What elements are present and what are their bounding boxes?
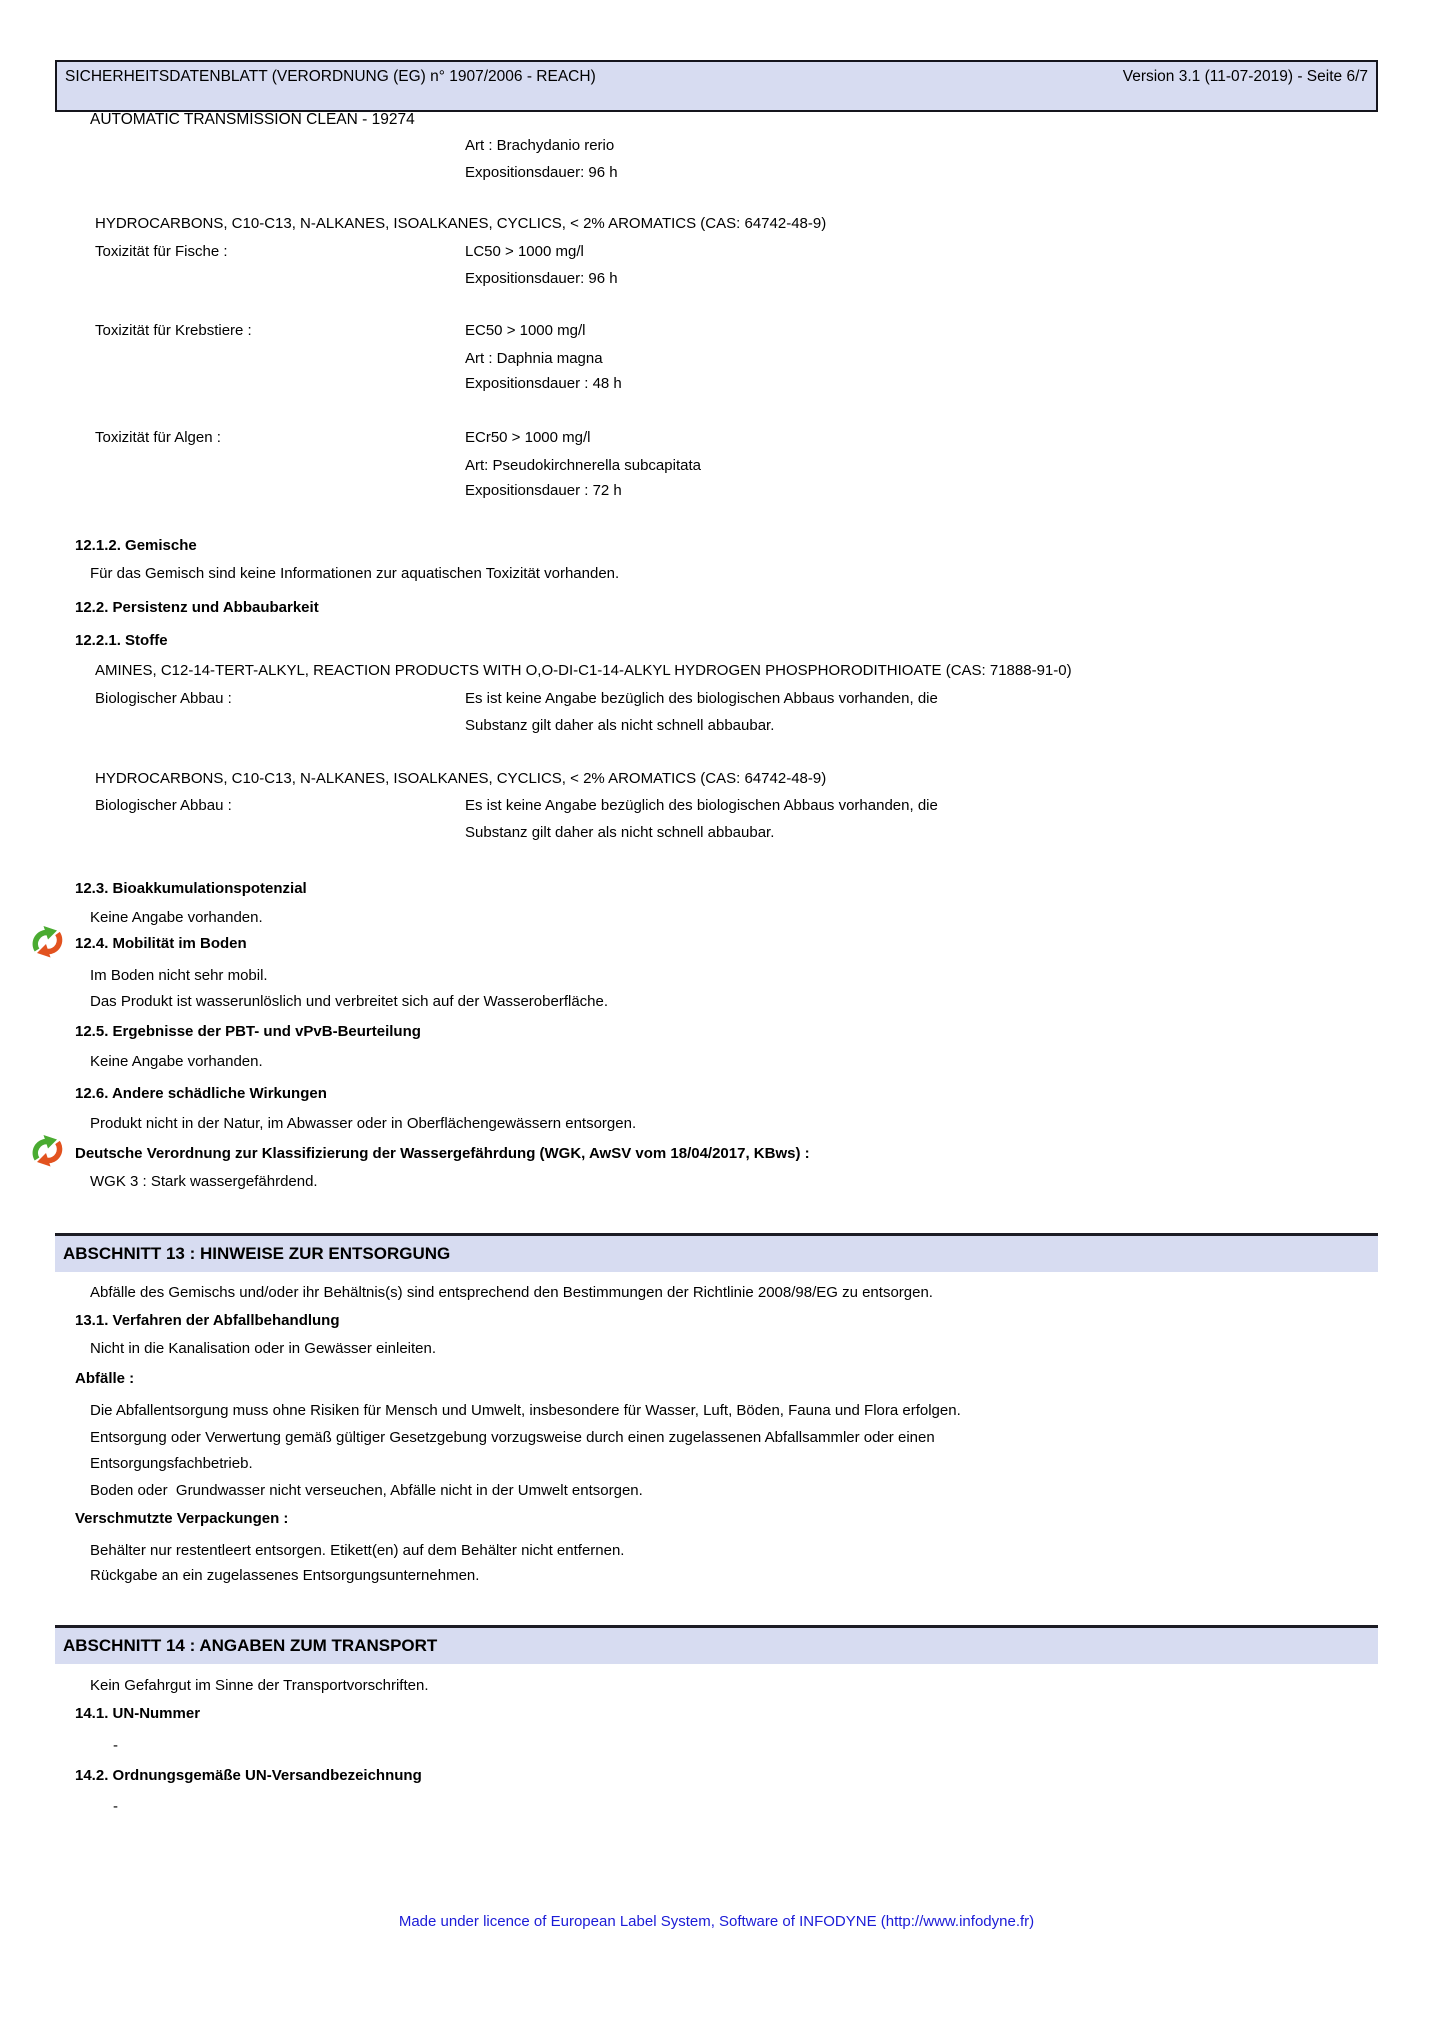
text-line: LC50 > 1000 mg/l bbox=[465, 243, 584, 260]
footer-licence-link[interactable]: Made under licence of European Label System, Software of INFODYNE (http://www.infodyne.fr) bbox=[398, 1913, 1035, 1930]
recycle-arrows-icon bbox=[29, 1131, 65, 1169]
text-line: Es ist keine Angabe bezüglich des biologischen Abbaus vorhanden, die bbox=[465, 690, 938, 707]
text-line: Für das Gemisch sind keine Informationen zur aquatischen Toxizität vorhanden. bbox=[90, 565, 620, 582]
text-line: - bbox=[113, 1737, 118, 1754]
text-line: Nicht in die Kanalisation oder in Gewässer einleiten. bbox=[90, 1340, 437, 1357]
text-line: Biologischer Abbau : bbox=[95, 690, 232, 707]
heading-line: 12.6. Andere schädliche Wirkungen bbox=[75, 1085, 327, 1102]
text-line: Abfälle des Gemischs und/oder ihr Behältnis(s) sind entsprechend den Bestimmungen der Richtlinie 2008/98/EG zu entsorgen. bbox=[90, 1284, 933, 1301]
heading-line: 14.1. UN-Nummer bbox=[75, 1705, 201, 1722]
text-line: Expositionsdauer : 48 h bbox=[465, 375, 622, 392]
heading-line: 14.2. Ordnungsgemäße UN-Versandbezeichnung bbox=[75, 1767, 422, 1784]
section-13-header-bar bbox=[55, 1233, 1378, 1272]
text-line: HYDROCARBONS, C10-C13, N-ALKANES, ISOALKANES, CYCLICS, < 2% AROMATICS (CAS: 64742-48-9) bbox=[95, 770, 827, 787]
text-line: Keine Angabe vorhanden. bbox=[90, 1053, 263, 1070]
text-line: Toxizität für Algen : bbox=[95, 429, 221, 446]
text-line: Kein Gefahrgut im Sinne der Transportvorschriften. bbox=[90, 1677, 429, 1694]
section-14-title: ABSCHNITT 14 : ANGABEN ZUM TRANSPORT bbox=[63, 1636, 438, 1655]
text-line: Expositionsdauer : 72 h bbox=[465, 482, 622, 499]
recycle-arrows-icon bbox=[29, 922, 65, 960]
heading-line: Deutsche Verordnung zur Klassifizierung der Wassergefährdung (WGK, AwSV vom 18/04/2017, KBws) : bbox=[75, 1145, 810, 1162]
text-line: Art: Pseudokirchnerella subcapitata bbox=[465, 457, 701, 474]
heading-line: 13.1. Verfahren der Abfallbehandlung bbox=[75, 1312, 340, 1329]
text-line: Boden oder Grundwasser nicht verseuchen, Abfälle nicht in der Umwelt entsorgen. bbox=[90, 1482, 643, 1499]
text-line: Keine Angabe vorhanden. bbox=[90, 909, 263, 926]
heading-line: 12.2. Persistenz und Abbaubarkeit bbox=[75, 599, 319, 616]
text-line: Substanz gilt daher als nicht schnell abbaubar. bbox=[465, 717, 775, 734]
text-line: Substanz gilt daher als nicht schnell abbaubar. bbox=[465, 824, 775, 841]
text-line: AMINES, C12-14-TERT-ALKYL, REACTION PRODUCTS WITH O,O-DI-C1-14-ALKYL HYDROGEN PHOSPHORODITHIOATE (CAS: 71888-91-0) bbox=[95, 662, 1072, 679]
text-line: Toxizität für Krebstiere : bbox=[95, 322, 252, 339]
text-line: Es ist keine Angabe bezüglich des biologischen Abbaus vorhanden, die bbox=[465, 797, 938, 814]
text-line: ECr50 > 1000 mg/l bbox=[465, 429, 591, 446]
text-line: Entsorgung oder Verwertung gemäß gültiger Gesetzgebung vorzugsweise durch einen zugelassenen Abfallsammler oder einen bbox=[90, 1429, 935, 1446]
text-line: HYDROCARBONS, C10-C13, N-ALKANES, ISOALKANES, CYCLICS, < 2% AROMATICS (CAS: 64742-48-9) bbox=[95, 215, 827, 232]
text-line: Die Abfallentsorgung muss ohne Risiken für Mensch und Umwelt, insbesondere für Wasser, Luft, Böden, Fauna und Flora erfolgen. bbox=[90, 1402, 961, 1419]
text-line: Behälter nur restentleert entsorgen. Etikett(en) auf dem Behälter nicht entfernen. bbox=[90, 1542, 625, 1559]
product-name: AUTOMATIC TRANSMISSION CLEAN - 19274 bbox=[89, 111, 415, 128]
text-line: Entsorgungsfachbetrieb. bbox=[90, 1455, 253, 1472]
heading-line: 12.5. Ergebnisse der PBT- und vPvB-Beurteilung bbox=[75, 1023, 421, 1040]
text-line: Art : Brachydanio rerio bbox=[465, 137, 615, 154]
version-page-info: Version 3.1 (11-07-2019) - Seite 6/7 bbox=[1122, 68, 1368, 85]
text-line: Art : Daphnia magna bbox=[465, 350, 603, 367]
heading-line: 12.3. Bioakkumulationspotenzial bbox=[75, 880, 307, 897]
text-line: EC50 > 1000 mg/l bbox=[465, 322, 586, 339]
header-bar bbox=[55, 60, 1378, 128]
text-line: - bbox=[113, 1798, 118, 1815]
section-13-title: ABSCHNITT 13 : HINWEISE ZUR ENTSORGUNG bbox=[63, 1244, 451, 1263]
heading-line: Abfälle : bbox=[75, 1370, 135, 1387]
text-line: Biologischer Abbau : bbox=[95, 797, 232, 814]
text-line: WGK 3 : Stark wassergefährdend. bbox=[90, 1173, 318, 1190]
heading-line: 12.4. Mobilität im Boden bbox=[75, 935, 247, 952]
heading-line: 12.1.2. Gemische bbox=[75, 537, 197, 554]
text-line: Rückgabe an ein zugelassenes Entsorgungsunternehmen. bbox=[90, 1567, 480, 1584]
text-line: Toxizität für Fische : bbox=[95, 243, 228, 260]
text-line: Expositionsdauer: 96 h bbox=[465, 270, 618, 287]
heading-line: Verschmutzte Verpackungen : bbox=[75, 1510, 289, 1527]
heading-line: 12.2.1. Stoffe bbox=[75, 632, 168, 649]
section-14-header-bar bbox=[55, 1625, 1378, 1664]
text-line: Produkt nicht in der Natur, im Abwasser oder in Oberflächengewässern entsorgen. bbox=[90, 1115, 637, 1132]
text-line: Expositionsdauer: 96 h bbox=[465, 164, 618, 181]
text-line: Im Boden nicht sehr mobil. bbox=[90, 967, 268, 984]
text-line: Das Produkt ist wasserunlöslich und verbreitet sich auf der Wasseroberfläche. bbox=[90, 993, 609, 1010]
document-title: SICHERHEITSDATENBLATT (VERORDNUNG (EG) n° 1907/2006 - REACH) bbox=[65, 68, 596, 85]
